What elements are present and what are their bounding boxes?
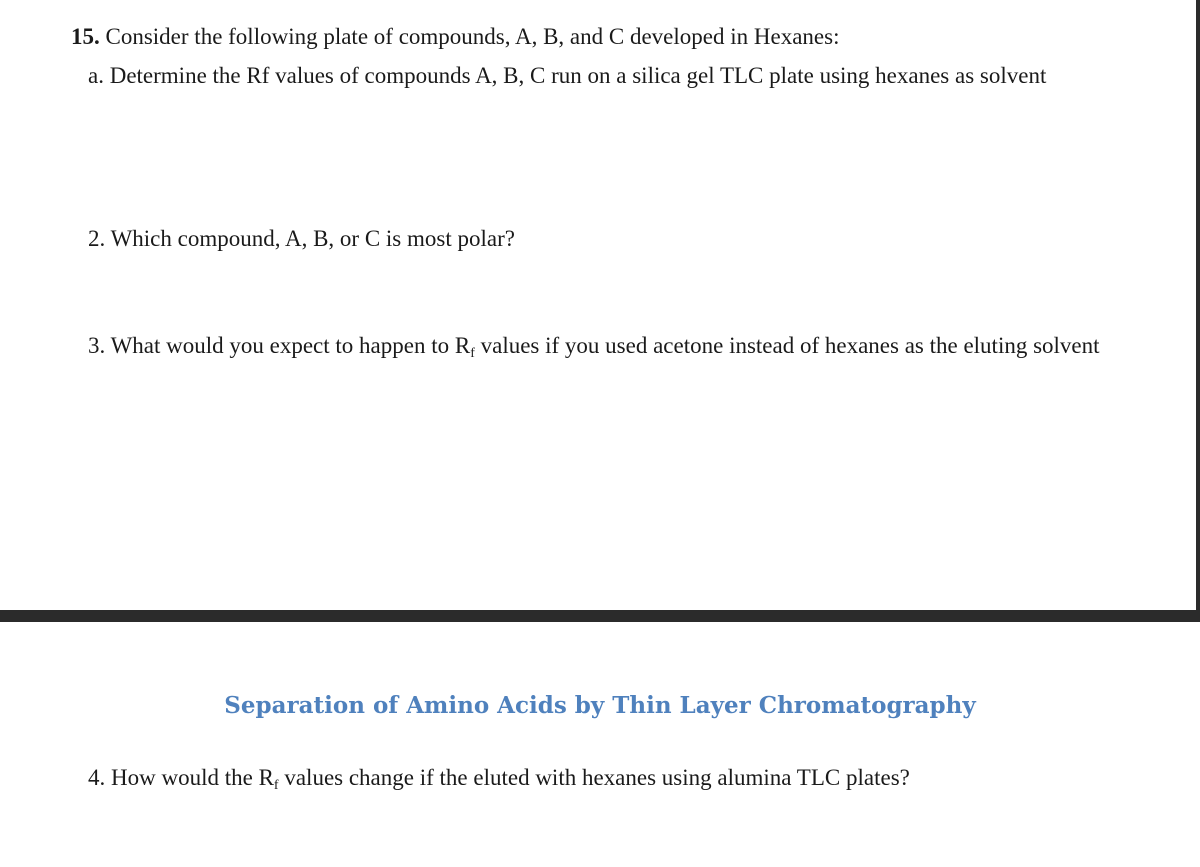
question-3-text-before: 3. What would you expect to happen to R bbox=[88, 333, 471, 358]
page-edge bbox=[1196, 0, 1200, 610]
page-divider bbox=[0, 610, 1200, 622]
question-4-text-after: values change if the eluted with hexanes using alumina TLC plates? bbox=[278, 765, 910, 790]
section-heading: Separation of Amino Acids by Thin Layer Chromatography bbox=[224, 692, 976, 719]
question-4-text-before: 4. How would the R bbox=[88, 765, 274, 790]
question-15-number: 15. bbox=[71, 24, 100, 49]
question-3 bbox=[88, 332, 1100, 360]
question-3-text-after: values if you used acetone instead of hexanes as the eluting solvent bbox=[474, 333, 1100, 358]
question-2: 2. Which compound, A, B, or C is most polar? bbox=[88, 226, 515, 251]
question-3-subscript: f bbox=[470, 346, 475, 361]
question-15-text: Consider the following plate of compounds, A, B, and C developed in Hexanes: bbox=[99, 24, 840, 49]
question-4-subscript: f bbox=[273, 778, 279, 793]
question-4 bbox=[88, 764, 910, 792]
question-15a: a. Determine the Rf values of compounds A, B, C run on a silica gel TLC plate using hexanes as solvent bbox=[88, 63, 1047, 88]
question-15 bbox=[71, 23, 839, 51]
document-page-bottom bbox=[0, 622, 1200, 867]
